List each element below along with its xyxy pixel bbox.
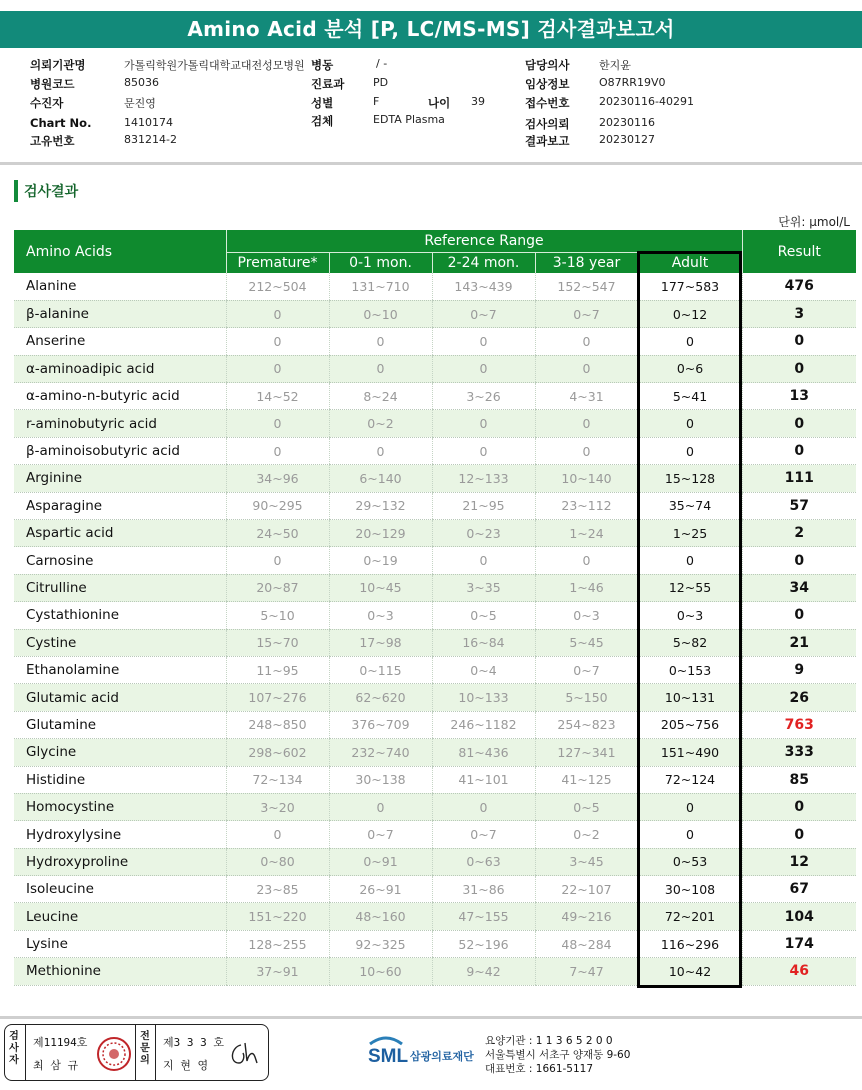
report-date-value: 20230127 [599,133,655,146]
signature-icon [227,1039,261,1069]
section-marker [14,180,18,202]
amino-acid-name: Leucine [14,903,226,930]
adult-range-cell: 1~25 [638,520,742,547]
reference-range-cell: 9~42 [432,958,535,985]
ward-label: 병동 [311,58,334,72]
reference-range-cell: 212~504 [226,273,329,300]
dept-value: PD [373,76,389,89]
patient-info [30,55,830,155]
reference-range-cell: 14~52 [226,383,329,410]
adult-range-cell: 15~128 [638,465,742,492]
reference-range-cell: 24~50 [226,520,329,547]
reference-range-cell: 248~850 [226,711,329,738]
col-reference-range: Reference Range [226,230,742,252]
adult-range-cell: 0~153 [638,656,742,683]
adult-range-cell: 0 [638,821,742,848]
reference-range-cell: 0~5 [432,602,535,629]
reference-range-cell: 0 [226,355,329,382]
reference-range-cell: 0 [226,437,329,464]
reference-range-cell: 3~45 [535,848,638,875]
table-row [14,903,856,930]
patient-label: 수진자 [30,96,64,110]
result-value: 13 [742,383,856,410]
reference-range-cell: 152~547 [535,273,638,300]
institution-value: 가톨릭학원가톨릭대학교대전성모병원 [124,59,305,72]
result-value: 0 [742,355,856,382]
adult-range-cell: 205~756 [638,711,742,738]
result-value: 26 [742,684,856,711]
reference-range-cell: 232~740 [329,739,432,766]
reference-range-cell: 22~107 [535,876,638,903]
table-row [14,930,856,957]
table-row [14,793,856,820]
table-row [14,876,856,903]
footer-divider [0,1016,862,1019]
reference-range-cell: 127~341 [535,739,638,766]
amino-acid-name: Homocystine [14,793,226,820]
organization-address: 서울특별시 서초구 양재동 9-60 [485,1049,631,1061]
adult-range-cell: 151~490 [638,739,742,766]
reference-range-cell: 376~709 [329,711,432,738]
table-row [14,739,856,766]
adult-range-cell: 12~55 [638,574,742,601]
reference-range-cell: 0 [226,547,329,574]
result-value: 0 [742,410,856,437]
reference-range-cell: 0 [535,547,638,574]
reference-range-cell: 0~7 [432,821,535,848]
reference-range-cell: 0 [432,355,535,382]
result-value: 3 [742,300,856,327]
result-value: 0 [742,547,856,574]
reference-range-cell: 21~95 [432,492,535,519]
reference-range-cell: 3~35 [432,574,535,601]
organization-logo [366,1030,484,1075]
reference-range-cell: 0~3 [329,602,432,629]
reference-range-cell: 0~2 [329,410,432,437]
hospital-code-label: 병원코드 [30,77,75,91]
table-row [14,684,856,711]
reference-range-cell: 49~216 [535,903,638,930]
adult-range-cell: 0 [638,328,742,355]
report-title: Amino Acid 분석 [P, LC/MS-MS] 검사결과보고서 [0,11,862,48]
clinical-label: 임상정보 [525,77,570,91]
reference-range-cell: 10~45 [329,574,432,601]
receipt-label: 접수번호 [525,96,570,110]
table-row [14,410,856,437]
table-row [14,492,856,519]
amino-acid-name: Glutamine [14,711,226,738]
col-result: Result [742,230,856,273]
section-title: 검사결과 [24,184,79,200]
doctor-value: 한지윤 [599,59,631,72]
col-amino-acids: Amino Acids [14,230,226,273]
reference-range-cell: 0 [329,355,432,382]
result-value: 2 [742,520,856,547]
table-row [14,656,856,683]
reference-range-cell: 0~4 [432,656,535,683]
clinical-value: O87RR19V0 [599,76,666,89]
svg-text:SML: SML [368,1046,409,1067]
table-row [14,273,856,300]
result-value: 67 [742,876,856,903]
reference-range-cell: 15~70 [226,629,329,656]
amino-acid-name: β-aminoisobutyric acid [14,437,226,464]
table-row [14,547,856,574]
reference-range-cell: 143~439 [432,273,535,300]
hospital-code-value: 85036 [124,76,159,89]
amino-acid-name: Methionine [14,958,226,985]
adult-range-cell: 35~74 [638,492,742,519]
reference-range-cell: 0~23 [432,520,535,547]
care-institution-number: 요양기관 : 1 1 3 6 5 2 0 0 [485,1035,613,1047]
table-row [14,520,856,547]
reference-range-cell: 0 [535,437,638,464]
reference-range-cell: 0 [432,547,535,574]
reference-range-cell: 1~24 [535,520,638,547]
table-row [14,383,856,410]
amino-acid-name: r-aminobutyric acid [14,410,226,437]
reference-range-cell: 0~19 [329,547,432,574]
adult-range-cell: 0 [638,437,742,464]
reviewer-label: 전문의 [140,1031,150,1066]
institution-label: 의뢰기관명 [30,58,86,72]
receipt-value: 20230116-40291 [599,95,694,108]
results-table [14,230,856,986]
reference-range-cell: 48~284 [535,930,638,957]
report-date-label: 결과보고 [525,134,570,148]
section-heading [14,180,78,202]
table-row [14,355,856,382]
ward-value: / - [376,57,388,70]
reference-range-cell: 16~84 [432,629,535,656]
reference-range-cell: 34~96 [226,465,329,492]
organization-phone: 대표번호 : 1661-5117 [485,1063,594,1075]
doctor-label: 담당의사 [525,58,570,72]
reference-range-cell: 11~95 [226,656,329,683]
reference-range-cell: 17~98 [329,629,432,656]
reviewer-name: 지 현 영 [163,1059,209,1072]
result-value: 0 [742,602,856,629]
reference-range-cell: 131~710 [329,273,432,300]
result-value: 0 [742,437,856,464]
reference-range-cell: 107~276 [226,684,329,711]
amino-acid-name: Hydroxylysine [14,821,226,848]
table-row [14,821,856,848]
unique-value: 831214-2 [124,133,177,146]
col-3-18-year: 3-18 year [535,252,638,273]
table-row [14,465,856,492]
amino-acid-name: Glycine [14,739,226,766]
reference-range-cell: 47~155 [432,903,535,930]
amino-acid-name: Cystine [14,629,226,656]
reference-range-cell: 12~133 [432,465,535,492]
amino-acid-name: Aspartic acid [14,520,226,547]
reference-range-cell: 5~150 [535,684,638,711]
table-row [14,602,856,629]
reference-range-cell: 52~196 [432,930,535,957]
reference-range-cell: 81~436 [432,739,535,766]
reference-range-cell: 0~5 [535,793,638,820]
amino-acid-name: Isoleucine [14,876,226,903]
reference-range-cell: 72~134 [226,766,329,793]
reference-range-cell: 0 [226,821,329,848]
reference-range-cell: 1~46 [535,574,638,601]
reference-range-cell: 92~325 [329,930,432,957]
result-value: 763 [742,711,856,738]
result-value: 12 [742,848,856,875]
adult-range-cell: 0 [638,793,742,820]
amino-acid-name: Hydroxyproline [14,848,226,875]
adult-range-cell: 72~201 [638,903,742,930]
result-value: 111 [742,465,856,492]
adult-range-cell: 0 [638,410,742,437]
seal-stamp-icon [95,1035,133,1073]
reference-range-cell: 41~101 [432,766,535,793]
amino-acid-name: Citrulline [14,574,226,601]
col-2-24-mon: 2-24 mon. [432,252,535,273]
dept-label: 진료과 [311,77,345,91]
reference-range-cell: 7~47 [535,958,638,985]
adult-range-cell: 72~124 [638,766,742,793]
reference-range-cell: 10~140 [535,465,638,492]
reference-range-cell: 0~80 [226,848,329,875]
reference-range-cell: 48~160 [329,903,432,930]
reference-range-cell: 10~133 [432,684,535,711]
amino-acid-name: α-amino-n-butyric acid [14,383,226,410]
svg-text:삼광의료재단: 삼광의료재단 [410,1050,474,1063]
reference-range-cell: 254~823 [535,711,638,738]
reference-range-cell: 26~91 [329,876,432,903]
reference-range-cell: 0 [432,437,535,464]
adult-range-cell: 30~108 [638,876,742,903]
reference-range-cell: 0~10 [329,300,432,327]
reference-range-cell: 62~620 [329,684,432,711]
amino-acid-name: Arginine [14,465,226,492]
reference-range-cell: 29~132 [329,492,432,519]
chart-label: Chart No. [30,116,92,130]
table-row [14,958,856,985]
reference-range-cell: 6~140 [329,465,432,492]
result-value: 0 [742,793,856,820]
adult-range-cell: 116~296 [638,930,742,957]
adult-range-cell: 5~41 [638,383,742,410]
reference-range-cell: 3~26 [432,383,535,410]
reference-range-cell: 23~85 [226,876,329,903]
result-value: 174 [742,930,856,957]
reference-range-cell: 246~1182 [432,711,535,738]
reference-range-cell: 4~31 [535,383,638,410]
request-value: 20230116 [599,116,655,129]
adult-range-cell: 10~42 [638,958,742,985]
patient-value: 문진영 [124,97,156,110]
amino-acid-name: Anserine [14,328,226,355]
tester-label: 검사자 [9,1031,19,1066]
result-value: 104 [742,903,856,930]
adult-range-cell: 0~3 [638,602,742,629]
chart-value: 1410174 [124,116,173,129]
result-value: 34 [742,574,856,601]
specimen-label: 검체 [311,114,334,128]
reference-range-cell: 37~91 [226,958,329,985]
amino-acid-name: α-aminoadipic acid [14,355,226,382]
reference-range-cell: 10~60 [329,958,432,985]
reference-range-cell: 128~255 [226,930,329,957]
sex-value: F [373,95,380,108]
age-label: 나이 [428,96,451,110]
result-value: 476 [742,273,856,300]
result-rows [14,273,856,985]
amino-acid-name: Glutamic acid [14,684,226,711]
reference-range-cell: 298~602 [226,739,329,766]
tester-license: 제11194호 [33,1036,88,1049]
adult-range-cell: 0 [638,547,742,574]
tester-name: 최 삼 규 [33,1059,79,1072]
unique-label: 고유번호 [30,134,75,148]
divider [0,162,862,165]
table-row [14,300,856,327]
adult-range-cell: 0~6 [638,355,742,382]
amino-acid-name: Alanine [14,273,226,300]
reference-range-cell: 8~24 [329,383,432,410]
reference-range-cell: 30~138 [329,766,432,793]
reference-range-cell: 0 [226,410,329,437]
reference-range-cell: 0 [432,793,535,820]
sml-logo-icon [366,1030,484,1074]
result-value: 57 [742,492,856,519]
reference-range-cell: 0 [329,437,432,464]
adult-range-cell: 0~53 [638,848,742,875]
amino-acid-name: β-alanine [14,300,226,327]
reference-range-cell: 0 [226,328,329,355]
organization-details [485,1034,630,1076]
result-value: 85 [742,766,856,793]
sex-label: 성별 [311,96,334,110]
reference-range-cell: 0~7 [432,300,535,327]
reference-range-cell: 90~295 [226,492,329,519]
table-row [14,437,856,464]
age-value: 39 [471,95,485,108]
table-row [14,766,856,793]
reference-range-cell: 0 [535,410,638,437]
request-label: 검사의뢰 [525,117,570,131]
col-0-1-mon: 0-1 mon. [329,252,432,273]
reference-range-cell: 0~63 [432,848,535,875]
reference-range-cell: 0 [535,328,638,355]
unit-label: 단위: μmol/L [778,215,850,229]
amino-acid-name: Asparagine [14,492,226,519]
adult-range-cell: 10~131 [638,684,742,711]
table-row [14,711,856,738]
table-row [14,328,856,355]
result-value: 0 [742,821,856,848]
reference-range-cell: 0 [535,355,638,382]
reference-range-cell: 5~45 [535,629,638,656]
col-adult: Adult [638,252,742,273]
reference-range-cell: 0~91 [329,848,432,875]
reviewer-license: 제3 3 3 호 [163,1036,224,1049]
result-value: 333 [742,739,856,766]
reference-range-cell: 0~3 [535,602,638,629]
reference-range-cell: 0 [432,410,535,437]
reference-range-cell: 41~125 [535,766,638,793]
signature-box [4,1024,269,1081]
reference-range-cell: 0~7 [535,300,638,327]
result-value: 21 [742,629,856,656]
reference-range-cell: 0 [226,300,329,327]
col-premature: Premature* [226,252,329,273]
table-row [14,629,856,656]
amino-acid-name: Histidine [14,766,226,793]
reference-range-cell: 23~112 [535,492,638,519]
reference-range-cell: 5~10 [226,602,329,629]
reference-range-cell: 0~2 [535,821,638,848]
reference-range-cell: 3~20 [226,793,329,820]
amino-acid-name: Ethanolamine [14,656,226,683]
reference-range-cell: 0~7 [535,656,638,683]
reference-range-cell: 20~87 [226,574,329,601]
adult-range-cell: 177~583 [638,273,742,300]
reference-range-cell: 0~115 [329,656,432,683]
reference-range-cell: 0 [432,328,535,355]
amino-acid-name: Carnosine [14,547,226,574]
reference-range-cell: 31~86 [432,876,535,903]
adult-range-cell: 0~12 [638,300,742,327]
table-row [14,574,856,601]
specimen-value: EDTA Plasma [373,113,445,126]
reference-range-cell: 0 [329,328,432,355]
result-value: 9 [742,656,856,683]
reference-range-cell: 151~220 [226,903,329,930]
reference-range-cell: 20~129 [329,520,432,547]
amino-acid-name: Cystathionine [14,602,226,629]
adult-range-cell: 5~82 [638,629,742,656]
table-row [14,848,856,875]
reference-range-cell: 0~7 [329,821,432,848]
amino-acid-name: Lysine [14,930,226,957]
result-value: 0 [742,328,856,355]
result-value: 46 [742,958,856,985]
reference-range-cell: 0 [329,793,432,820]
